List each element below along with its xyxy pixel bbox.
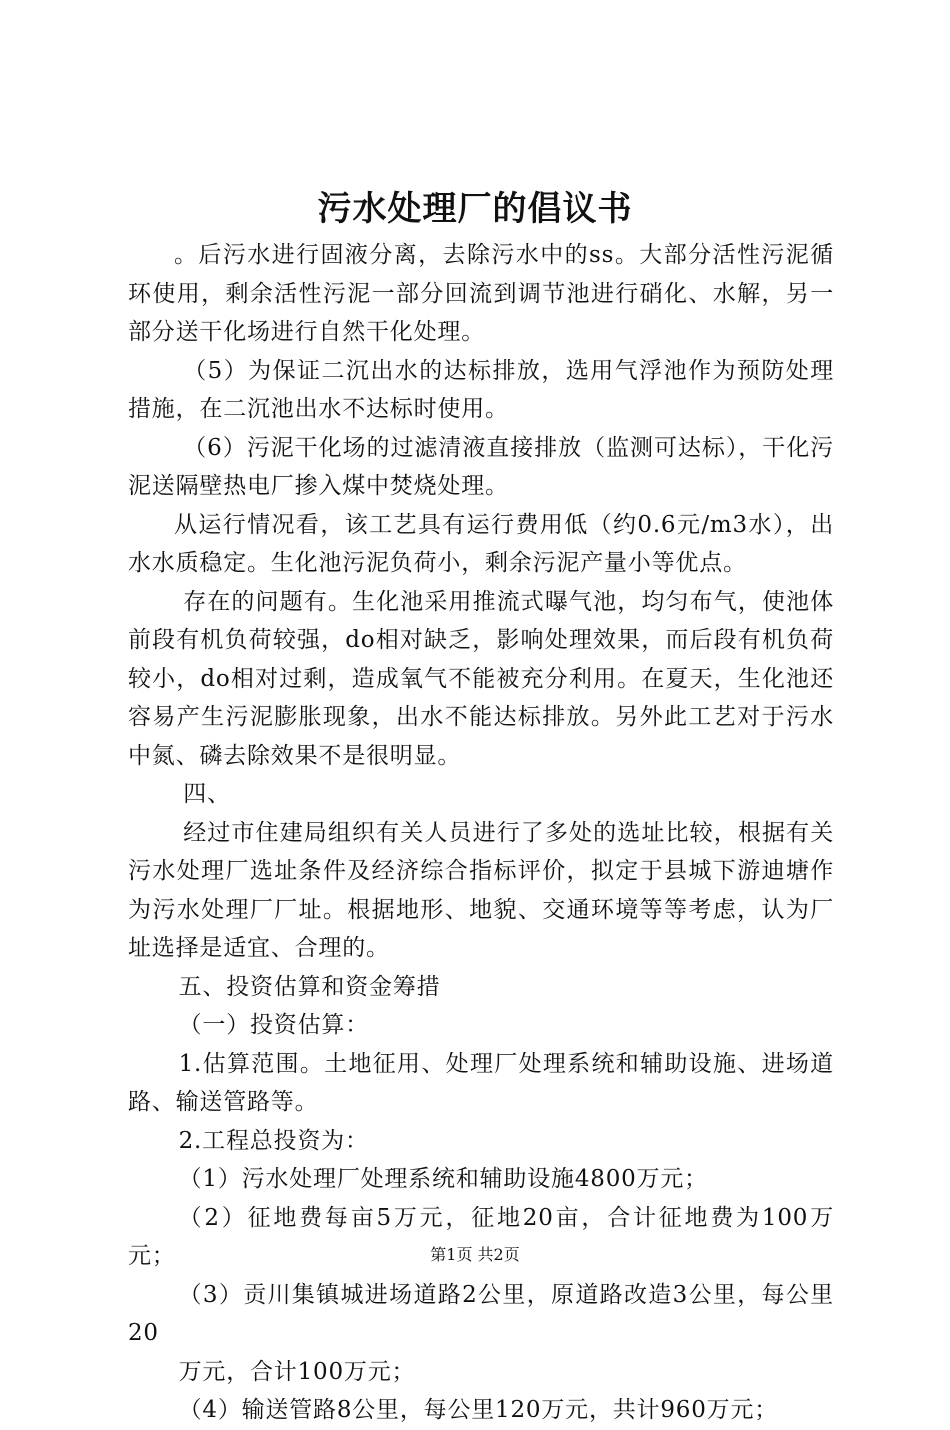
paragraph-total-investment: 2.工程总投资为： bbox=[178, 1127, 369, 1154]
subheading-investment: （一）投资估算： bbox=[178, 1012, 369, 1038]
paragraph-scope: 1.估算范围。土地征用、处理厂处理系统和辅助设施、进场道路、输送管路等。 bbox=[128, 1050, 834, 1115]
paragraph-item-5: （5）为保证二沉出水的达标排放，选用气浮池作为预防处理措施，在二沉池出水不达标时使用。 bbox=[128, 357, 834, 422]
section-heading-4: 四、 bbox=[183, 781, 231, 807]
paragraph-cost-1: （1）污水处理厂处理系统和辅助设施4800万元； bbox=[178, 1166, 708, 1192]
paragraph-item-6: （6）污泥干化场的过滤清液直接排放（监测可达标），干化污泥送隔壁热电厂掺入煤中焚烧处理。 bbox=[128, 434, 834, 499]
section-heading-5: 五、投资估算和资金筹措 bbox=[178, 973, 441, 1000]
page-footer: 第1页 共2页 bbox=[430, 1245, 520, 1264]
paragraph-cost-3-continued: 万元，合计100万元； bbox=[178, 1358, 416, 1385]
paragraph-cost-2: （2）征地费每亩5万元，征地20亩，合计征地费为100万元； bbox=[128, 1204, 834, 1269]
paragraph-problems: 存在的问题有。生化池采用推流式曝气池，均匀布气，使池体前段有机负荷较强，do相对缺乏，影响处理效果，而后段有机负荷较小，do相对过剩，造成氧气不能被充分利用。在夏天，生化池还容易产生污泥膨胀现象，出水不能达标排放。另外此工艺对于污水中氮、磷去除效果不是很明显。 bbox=[128, 588, 834, 769]
paragraph-cost-3: （3）贡川集镇城进场道路2公里，原道路改造3公里，每公里20 bbox=[128, 1281, 834, 1346]
paragraph-sludge-process: 。后污水进行固液分离，去除污水中的ss。大部分活性污泥循环使用，剩余活性污泥一部分回流到调节池进行硝化、水解，另一部分送干化场进行自然干化处理。 bbox=[128, 242, 834, 345]
document-title: 污水处理厂的倡议书 bbox=[317, 189, 633, 229]
paragraph-operation: 从运行情况看，该工艺具有运行费用低（约0.6元/m3水），出水水质稳定。生化池污泥负荷小，剩余污泥产量小等优点。 bbox=[128, 511, 834, 576]
paragraph-cost-4: （4）输送管路8公里，每公里120万元，共计960万元； bbox=[178, 1397, 779, 1423]
paragraph-site-selection: 经过市住建局组织有关人员进行了多处的选址比较，根据有关污水处理厂选址条件及经济综合指标评价，拟定于县城下游迪塘作为污水处理厂厂址。根据地形、地貌、交通环境等等考虑，认为厂址选择是适宜、合理的。 bbox=[128, 819, 834, 961]
